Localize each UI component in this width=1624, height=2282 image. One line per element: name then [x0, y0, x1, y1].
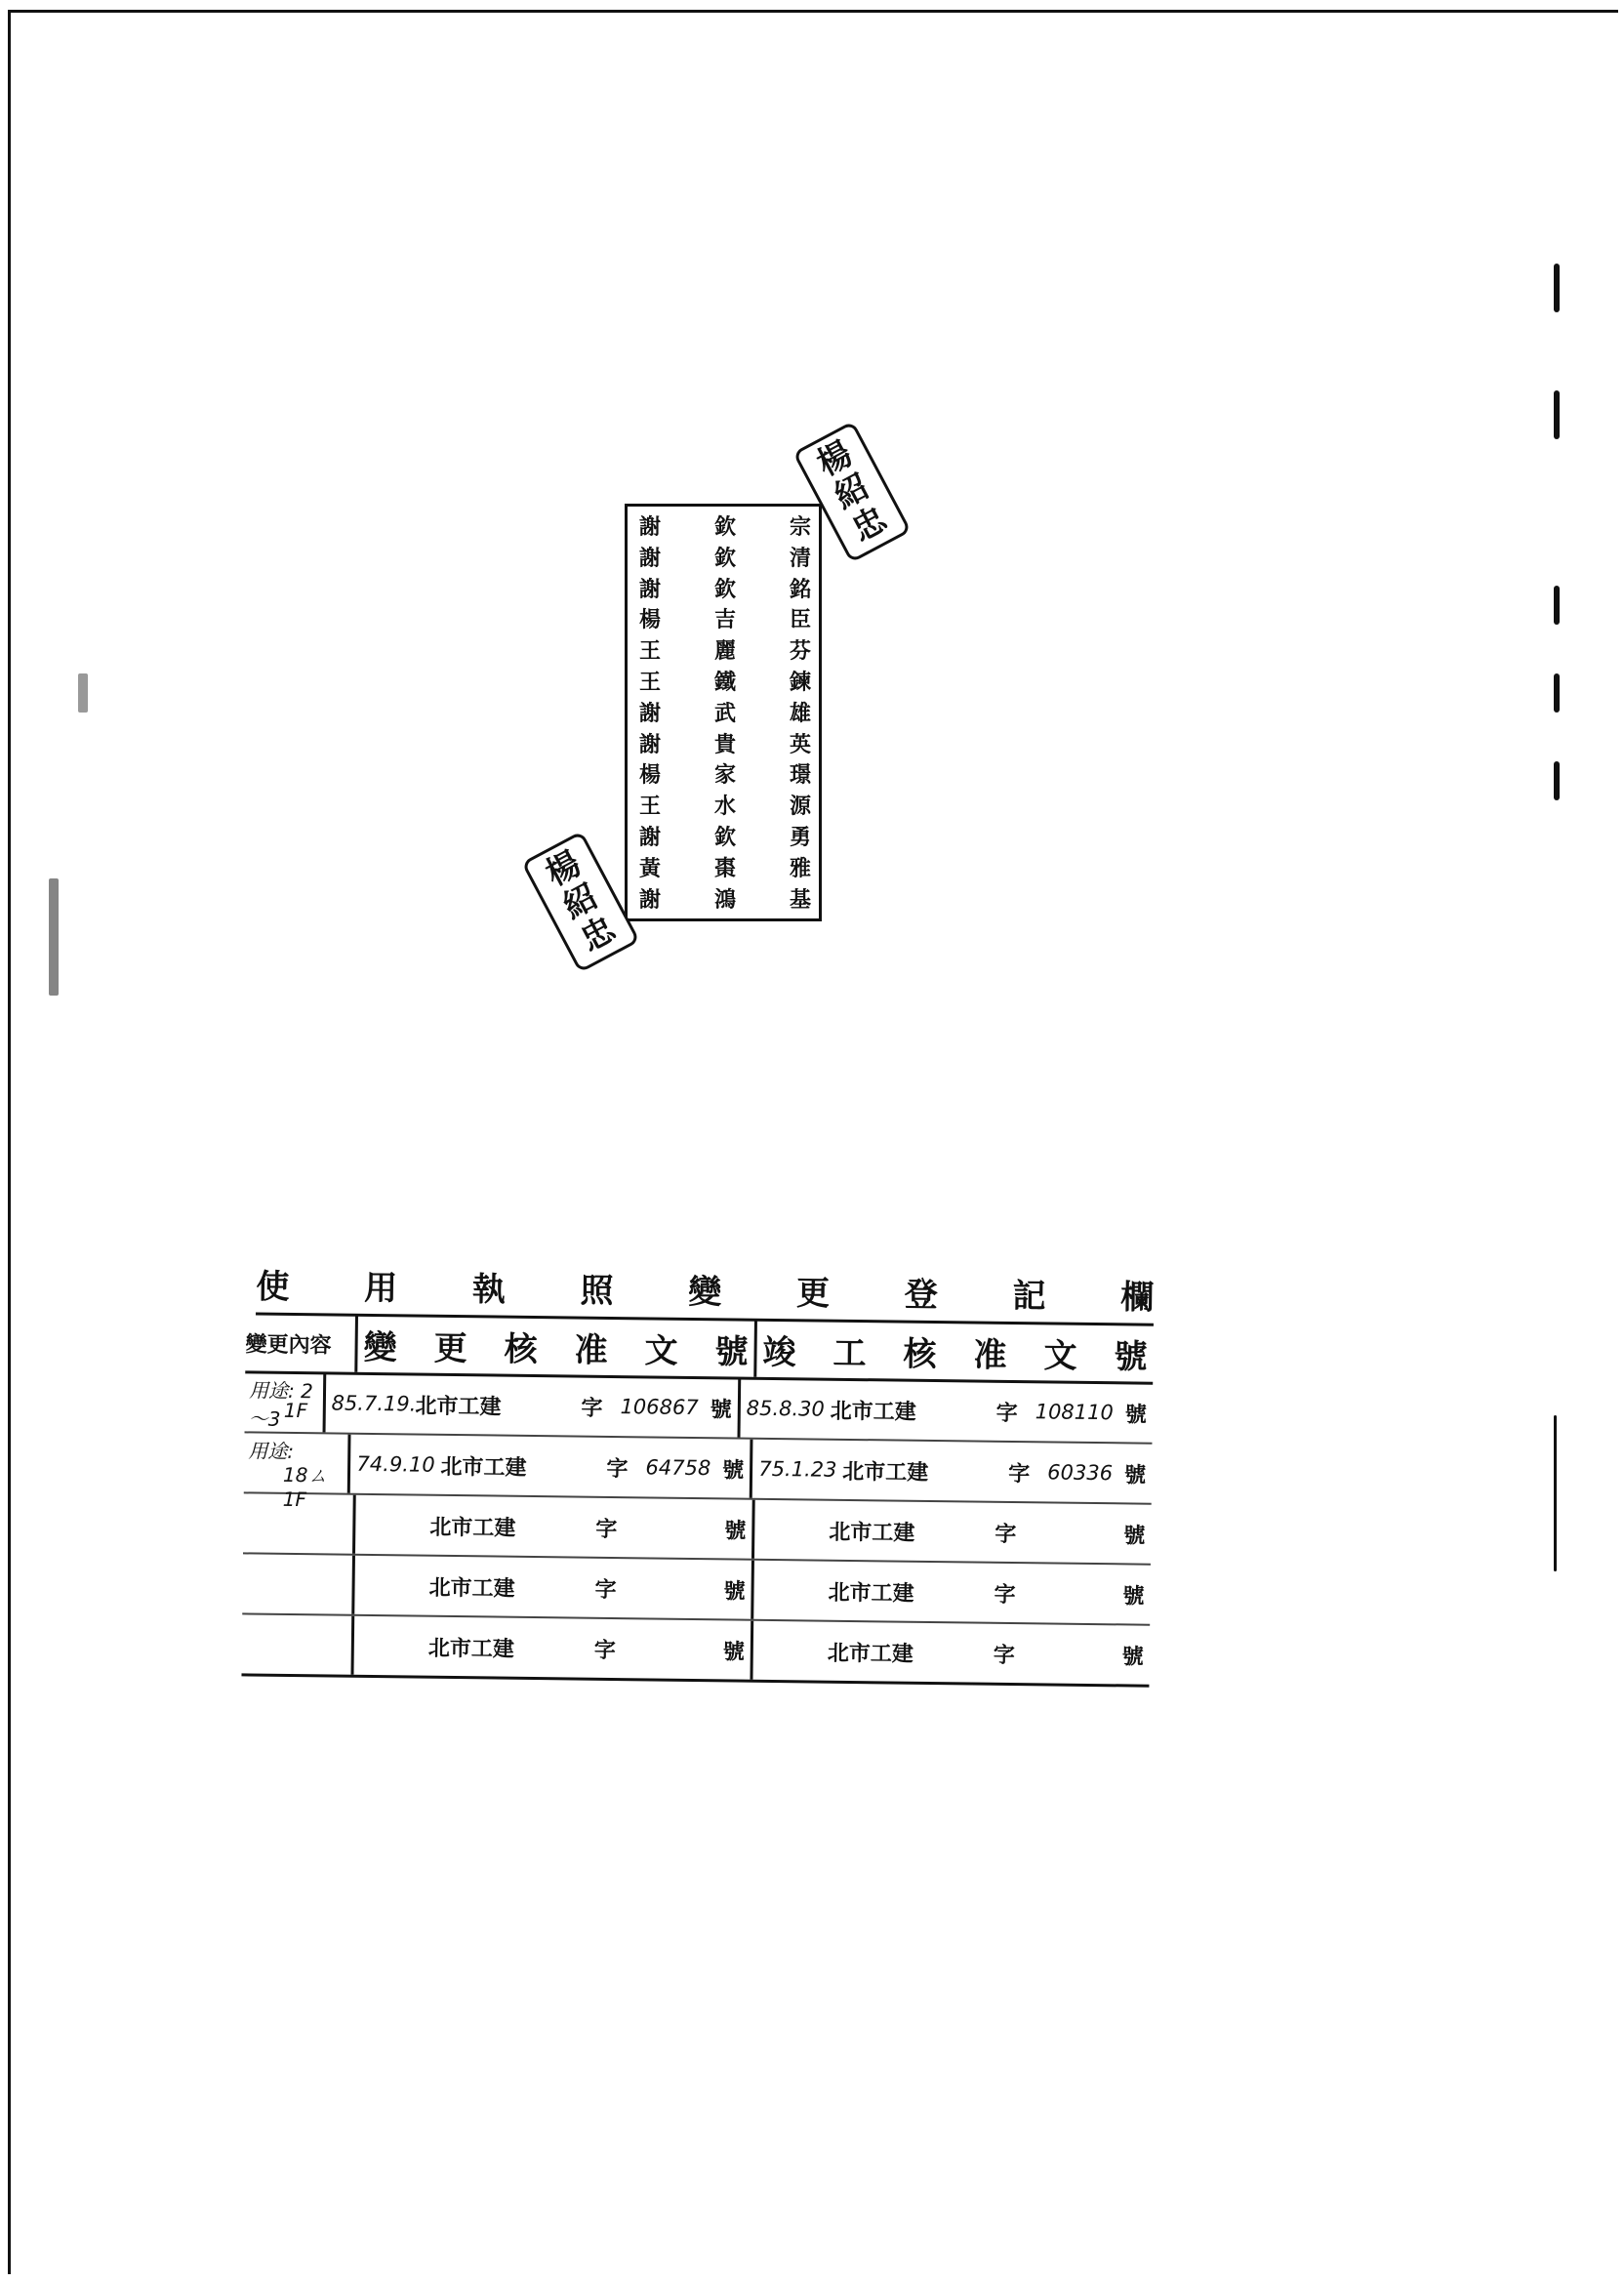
change-content-cell [243, 1493, 356, 1553]
header-char: 准 [574, 1330, 608, 1370]
approval-office: 北市工建 [428, 1575, 515, 1602]
approval-zi: 字 [595, 1517, 618, 1542]
owner-char: 王 [639, 795, 662, 820]
header-change-approval-no [357, 1316, 757, 1377]
title-char: 使 [256, 1267, 290, 1307]
page-right-edge-mark [1554, 264, 1560, 312]
completion-zi: 字 [994, 1582, 1016, 1608]
approval-number [633, 1649, 711, 1650]
completion-zi: 字 [1008, 1461, 1031, 1487]
seal-char: 紹 [556, 876, 605, 927]
page-top-edge [8, 10, 1618, 13]
approval-hao: 號 [722, 1639, 745, 1665]
seal-char: 忠 [574, 909, 623, 960]
owner-char: 璟 [789, 763, 811, 789]
approval-zi: 字 [581, 1396, 603, 1421]
owner-char: 臣 [789, 608, 811, 633]
table-row [241, 1614, 1150, 1687]
approval-hao: 號 [722, 1457, 745, 1484]
owner-char: 王 [639, 639, 662, 665]
owner-char: 王 [639, 670, 662, 695]
approval-hao: 號 [723, 1578, 746, 1605]
table-row [244, 1433, 1153, 1512]
approval-date: 85.7.19. [331, 1391, 417, 1416]
title-char: 執 [471, 1269, 507, 1310]
completion-number: 108110 [1035, 1400, 1114, 1425]
owner-char: 清 [789, 546, 811, 571]
owner-column-middle [714, 512, 736, 918]
completion-zi: 字 [995, 1522, 1017, 1547]
completion-date: 85.8.30 [746, 1396, 825, 1421]
change-approval-cell [350, 1435, 753, 1498]
header-char: 工 [832, 1333, 867, 1373]
completion-hao: 號 [1123, 1523, 1146, 1549]
header-char: 核 [504, 1329, 538, 1369]
change-content-cell [245, 1372, 326, 1432]
owner-column-right [790, 512, 811, 918]
header-char: 號 [1114, 1336, 1148, 1377]
owner-char: 芬 [789, 639, 811, 665]
owner-char: 宗 [789, 515, 811, 540]
content-line-2: 18ㄙ1F [282, 1462, 328, 1512]
title-char: 記 [1012, 1276, 1046, 1316]
completion-number [1034, 1593, 1112, 1594]
header-char: 核 [903, 1334, 937, 1374]
owner-char: 楊 [639, 763, 662, 789]
title-char: 用 [363, 1268, 398, 1308]
header-char: 文 [1043, 1335, 1077, 1376]
change-approval-cell [355, 1495, 755, 1559]
completion-number [1033, 1653, 1111, 1654]
completion-hao: 號 [1123, 1462, 1147, 1488]
approval-office: 北市工建 [440, 1454, 527, 1481]
owner-char: 雅 [789, 856, 811, 881]
scan-speck [49, 878, 59, 996]
owner-char: 武 [713, 701, 736, 726]
owner-name-list [625, 504, 822, 921]
approval-date [360, 1646, 428, 1647]
completion-office: 北市工建 [829, 1520, 915, 1546]
completion-office: 北市工建 [828, 1580, 914, 1607]
page-right-edge-mark [1554, 586, 1560, 625]
completion-hao: 號 [1121, 1644, 1144, 1670]
owner-char: 基 [789, 887, 811, 913]
owner-char: 楊 [639, 608, 662, 633]
completion-zi: 字 [995, 1401, 1018, 1426]
owner-char: 欽 [713, 825, 736, 850]
completion-number [1034, 1532, 1112, 1533]
approval-office: 北市工建 [427, 1636, 514, 1662]
header-char: 號 [714, 1331, 749, 1372]
change-content-cell [244, 1433, 351, 1512]
title-char: 更 [795, 1273, 831, 1314]
owner-char: 勇 [789, 825, 811, 850]
owner-char: 鍊 [789, 670, 811, 695]
header-char: 准 [973, 1335, 1007, 1375]
header-char: 竣 [762, 1332, 796, 1372]
title-char: 欄 [1120, 1277, 1155, 1318]
owner-char: 棗 [713, 856, 736, 881]
owner-char: 源 [789, 795, 811, 820]
owner-char: 謝 [639, 887, 662, 913]
approval-office: 北市工建 [429, 1515, 516, 1541]
license-change-register [231, 1253, 1154, 1699]
header-completion-approval-no [756, 1321, 1154, 1382]
seal-char: 忠 [845, 499, 894, 550]
completion-office: 北市工建 [842, 1459, 929, 1486]
approval-zi: 字 [594, 1577, 617, 1603]
completion-date [759, 1650, 828, 1651]
owner-column-left [639, 512, 661, 918]
owner-char: 謝 [639, 825, 662, 850]
owner-char: 水 [713, 795, 736, 820]
change-content-cell [242, 1614, 355, 1674]
completion-approval-cell [752, 1621, 1150, 1685]
seal-char: 楊 [539, 843, 588, 895]
approval-number: 64758 [645, 1455, 711, 1481]
completion-date: 75.1.23 [758, 1456, 837, 1482]
owner-char: 謝 [639, 701, 662, 726]
completion-date [760, 1529, 829, 1530]
completion-date [760, 1590, 829, 1591]
owner-char: 欽 [713, 546, 736, 571]
owner-char: 麗 [713, 639, 736, 665]
header-char: 變 [363, 1327, 397, 1367]
content-line-1: 用途: [248, 1439, 295, 1464]
owner-char: 欽 [713, 515, 736, 540]
completion-number: 60336 [1047, 1460, 1114, 1486]
change-approval-cell [354, 1556, 754, 1619]
owner-char: 謝 [639, 577, 662, 602]
change-approval-cell [325, 1373, 741, 1437]
content-line-2: 1F [283, 1398, 308, 1423]
change-approval-cell [353, 1616, 753, 1680]
scan-speck [78, 673, 88, 713]
seal-char: 楊 [810, 433, 859, 485]
header-change-content: 變更內容 [245, 1314, 358, 1371]
page-right-edge-mark [1554, 1415, 1557, 1571]
owner-char: 銘 [789, 577, 811, 602]
owner-char: 吉 [713, 608, 736, 633]
approval-number: 106867 [620, 1395, 699, 1420]
completion-approval-cell [754, 1500, 1152, 1564]
completion-office: 北市工建 [827, 1641, 914, 1667]
page-left-edge [8, 10, 11, 2274]
completion-hao: 號 [1122, 1583, 1145, 1610]
approval-hao: 號 [724, 1518, 747, 1544]
owner-char: 家 [713, 763, 736, 789]
completion-approval-cell [740, 1379, 1153, 1443]
completion-approval-cell [752, 1440, 1153, 1503]
table-row [245, 1372, 1154, 1444]
table-row [242, 1554, 1151, 1625]
owner-char: 雄 [789, 701, 811, 726]
page-right-edge-mark [1554, 673, 1560, 713]
approval-zi: 字 [606, 1456, 629, 1482]
change-content-cell [242, 1554, 355, 1613]
owner-char: 英 [789, 732, 811, 757]
page-right-edge-mark [1554, 390, 1560, 439]
owner-char: 欽 [713, 577, 736, 602]
title-char: 照 [580, 1271, 614, 1311]
approval-date: 74.9.10 [356, 1451, 435, 1477]
page-right-edge-mark [1554, 761, 1560, 800]
completion-zi: 字 [993, 1643, 1015, 1668]
owner-char: 謝 [639, 515, 662, 540]
content-line-1: 用途: 2～3 [248, 1378, 314, 1431]
table-row [243, 1493, 1152, 1565]
title-char: 變 [688, 1272, 722, 1312]
approval-number [634, 1588, 712, 1589]
owner-char: 謝 [639, 732, 662, 757]
header-char: 文 [644, 1330, 678, 1371]
completion-hao: 號 [1124, 1402, 1147, 1428]
title-char: 登 [904, 1275, 939, 1315]
approval-hao: 號 [710, 1397, 732, 1422]
seal-char: 紹 [828, 467, 876, 517]
register-rows [241, 1372, 1153, 1687]
approval-date [361, 1525, 429, 1526]
approval-office: 北市工建 [415, 1394, 502, 1420]
owner-char: 鐵 [713, 670, 736, 695]
approval-date [361, 1585, 429, 1586]
owner-char: 鴻 [713, 887, 736, 913]
owner-char: 謝 [639, 546, 662, 571]
owner-char: 貴 [713, 732, 736, 757]
completion-approval-cell [753, 1561, 1151, 1624]
owner-char: 黃 [639, 856, 662, 881]
approval-zi: 字 [593, 1638, 616, 1663]
header-char: 更 [433, 1328, 467, 1368]
name-seal-stamp [521, 831, 640, 973]
completion-office: 北市工建 [830, 1399, 916, 1425]
